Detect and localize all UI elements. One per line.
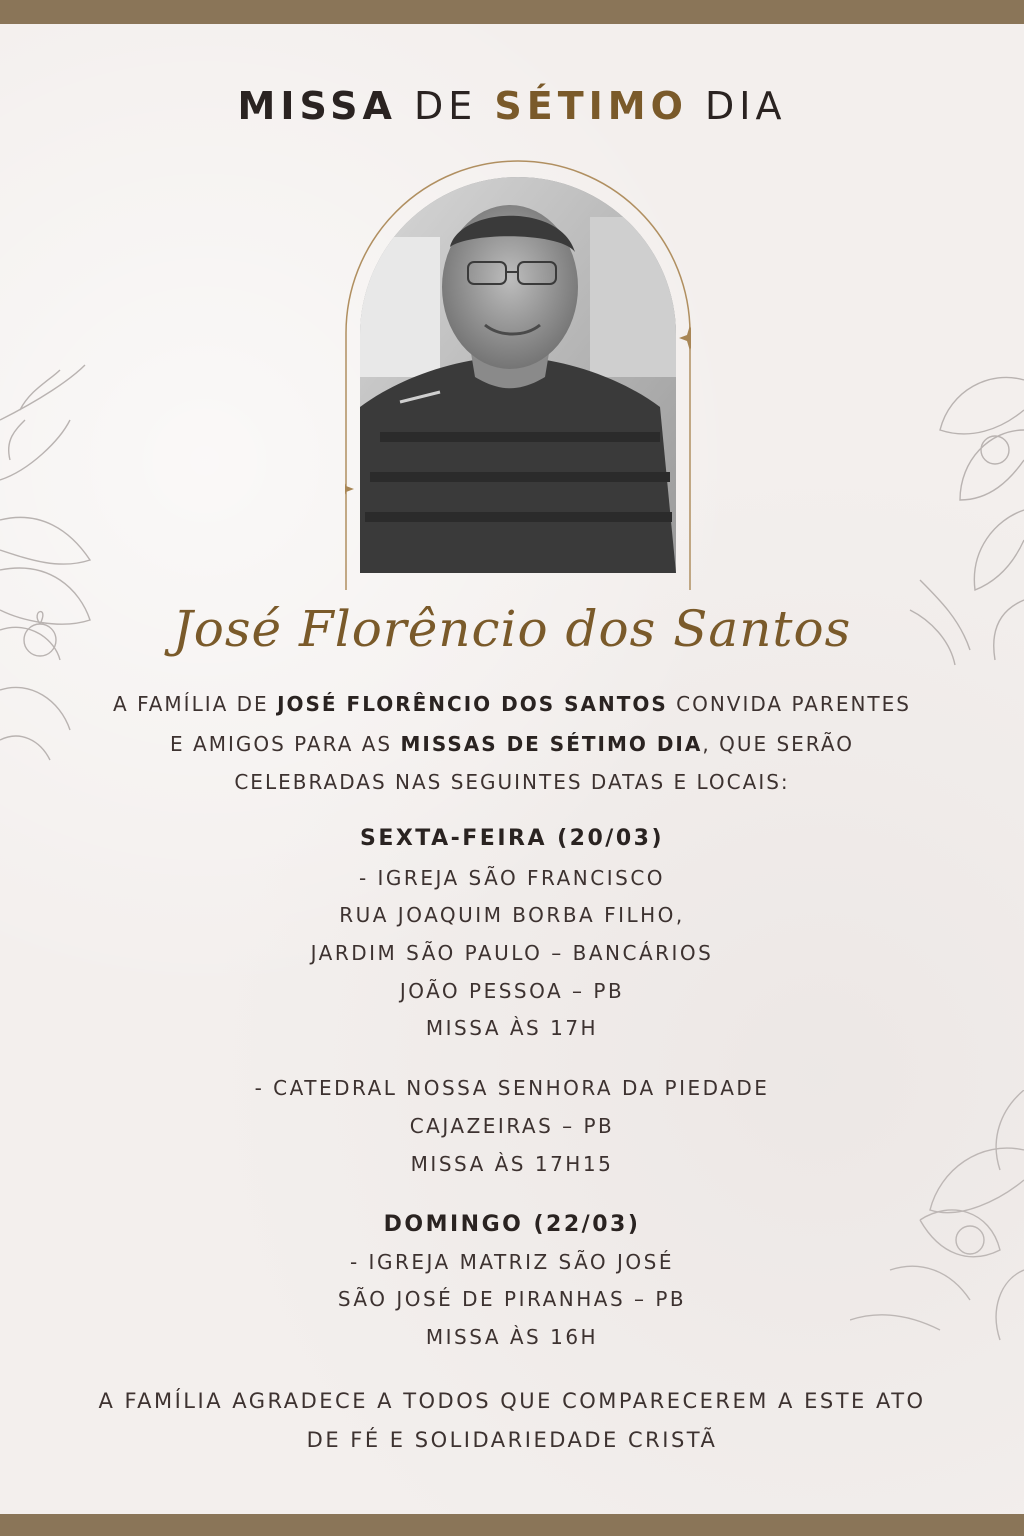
intro-text: E AMIGOS PARA AS [170,732,401,756]
friday-mass1-city: JOÃO PESSOA – PB [399,979,625,1003]
page-title [0,84,1024,128]
thanks-line-2: DE FÉ E SOLIDARIEDADE CRISTÃ [306,1428,718,1452]
title-word-de: DE [414,84,478,128]
intro-line-3: CELEBRADAS NAS SEGUINTES DATAS E LOCAIS: [234,770,790,794]
friday-mass1-church: - IGREJA SÃO FRANCISCO [358,866,666,890]
friday-mass1-district: JARDIM SÃO PAULO – BANCÁRIOS [310,941,714,965]
friday-heading: SEXTA-FEIRA (20/03) [359,826,665,851]
intro-text: CONVIDA PARENTES [667,692,911,716]
intro-text: A FAMÍLIA DE [113,692,278,716]
friday-mass2-church: - CATEDRAL NOSSA SENHORA DA PIEDADE [254,1076,770,1100]
title-word-dia: DIA [705,84,787,128]
intro-line-2 [0,732,1024,756]
floral-left-ornament [0,360,110,780]
friday-mass2-city: CAJAZEIRAS – PB [409,1114,615,1138]
bottom-border-bar [0,1514,1024,1536]
friday-mass1-time: MISSA ÀS 17H [425,1016,599,1040]
sunday-heading: DOMINGO (22/03) [383,1212,641,1237]
intro-text: , QUE SERÃO [702,732,854,756]
title-word-missa: MISSA [237,84,397,128]
deceased-name: José Florêncio dos Santos [172,600,852,658]
top-border-bar [0,0,1024,24]
friday-mass1-street: RUA JOAQUIM BORBA FILHO, [339,903,685,927]
portrait-photo [360,177,676,573]
intro-line-1 [0,692,1024,716]
intro-missas-bold: MISSAS DE SÉTIMO DIA [400,732,703,756]
title-word-setimo: SÉTIMO [494,84,688,128]
sunday-church: - IGREJA MATRIZ SÃO JOSÉ [349,1250,674,1274]
intro-name-bold: JOSÉ FLORÊNCIO DOS SANTOS [277,692,668,716]
thanks-line-1: A FAMÍLIA AGRADECE A TODOS QUE COMPARECEREM A ESTE ATO [98,1389,926,1413]
sunday-time: MISSA ÀS 16H [425,1325,599,1349]
sunday-city: SÃO JOSÉ DE PIRANHAS – PB [337,1287,687,1311]
friday-mass2-time: MISSA ÀS 17H15 [410,1152,614,1176]
